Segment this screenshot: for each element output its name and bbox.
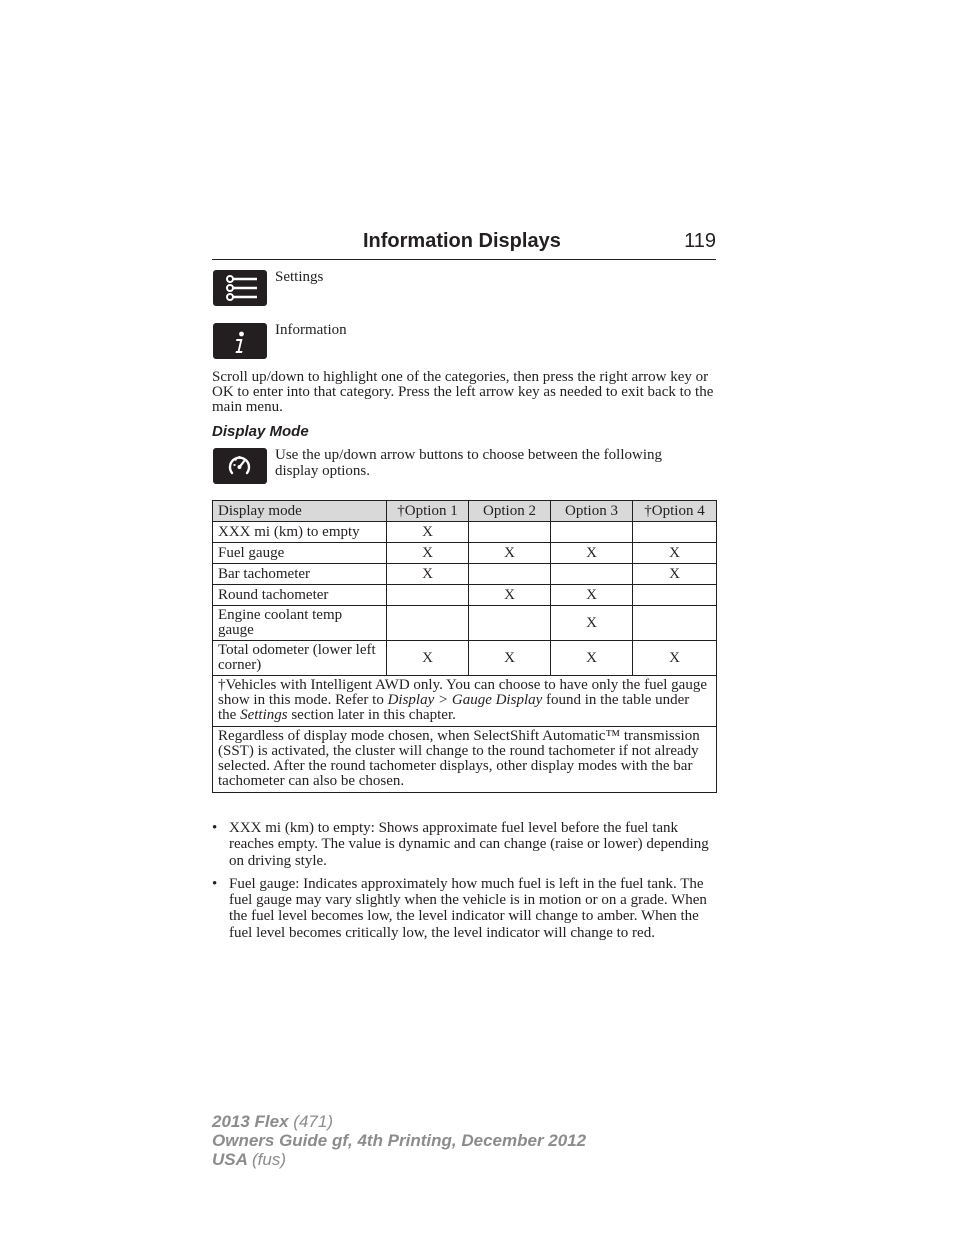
table-header-cell: Option 3 [551,501,633,522]
table-cell [633,522,717,543]
page-title: Information Displays [363,230,561,252]
table-cell: X [469,641,551,676]
gauge-icon [213,448,267,484]
table-cell: X [469,585,551,606]
information-label: Information [275,322,347,338]
settings-label: Settings [275,269,324,285]
table-note-awd: †Vehicles with Intelligent AWD only. You can choose to have only the fuel gauge show in this mode. Refer to Display > Gauge Display found in the table under the Settings section later in this chapter. [213,676,717,727]
display-mode-description: Use the up/down arrow buttons to choose between the following display options. [275,447,663,479]
table-row [213,606,717,641]
page-header [212,229,716,260]
table-cell: Total odometer (lower left corner) [213,641,387,676]
bullet-dot: • [212,875,218,892]
table-header-cell: †Option 1 [387,501,469,522]
table-header-cell: Display mode [213,501,387,522]
bullet-dot: • [212,820,218,836]
settings-list-icon [213,270,267,306]
table-header-cell: Option 2 [469,501,551,522]
list-item [212,876,716,941]
display-mode-table [212,500,716,793]
page-footer [212,1112,586,1169]
table-cell: X [551,543,633,564]
table-cell: Fuel gauge [213,543,387,564]
table-cell: X [387,641,469,676]
table-row [213,522,717,543]
table-cell: X [633,641,717,676]
table-row [213,585,717,606]
table-cell: X [387,522,469,543]
information-icon [213,323,267,359]
table-note-row [213,727,717,793]
table-cell: Bar tachometer [213,564,387,585]
footer-line-model: 2013 Flex (471) [212,1112,333,1131]
table-cell [469,606,551,641]
table-cell [633,585,717,606]
table-cell [387,606,469,641]
footer-line-printing: Owners Guide gf, 4th Printing, December 2012 [212,1131,587,1150]
table-cell [551,564,633,585]
section-heading-display-mode: Display Mode [212,423,309,440]
table-row [213,641,717,676]
table-cell: X [387,564,469,585]
table-row [213,543,717,564]
table-cell: X [551,585,633,606]
list-item-text: XXX mi (km) to empty: Shows approximate fuel level before the fuel tank reaches empty. The value is dynamic and can change (raise or lower) depending on driving style. [229,820,709,869]
table-cell: X [633,543,717,564]
table-cell: X [387,543,469,564]
table-cell: X [551,641,633,676]
footer-line-market: USA (fus) [212,1150,286,1169]
table-row [213,564,717,585]
list-item-text: Fuel gauge: Indicates approximately how much fuel is left in the fuel tank. The fuel gauge may vary slightly when the vehicle is in motion or on a grade. When the fuel level becomes low, the level indicator will change to amber. When the fuel level becomes critically low, the level indicator will change to red. [229,875,707,941]
table-cell: X [551,606,633,641]
table-cell [387,585,469,606]
table-cell [633,606,717,641]
table-cell: Engine coolant temp gauge [213,606,387,641]
table-note-selectshift: Regardless of display mode chosen, when SelectShift Automatic™ transmission (SST) is activated, the cluster will change to the round tachometer if not already selected. After the round tachometer displays, other display modes with the bar tachometer can also be chosen. [213,727,717,793]
table-cell [469,564,551,585]
table-header-row [213,501,717,522]
bullet-list [212,820,716,948]
intro-paragraph: Scroll up/down to highlight one of the categories, then press the right arrow key or OK to enter into that category. Press the left arrow key as needed to exit back to the main menu. [212,369,714,415]
list-item [212,820,716,869]
table-cell [551,522,633,543]
table-cell: Round tachometer [213,585,387,606]
table-note-row [213,676,717,727]
table-cell: XXX mi (km) to empty [213,522,387,543]
table-cell: X [633,564,717,585]
page-number: 119 [684,230,716,252]
table-cell: X [469,543,551,564]
table-header-cell: †Option 4 [633,501,717,522]
table-cell [469,522,551,543]
